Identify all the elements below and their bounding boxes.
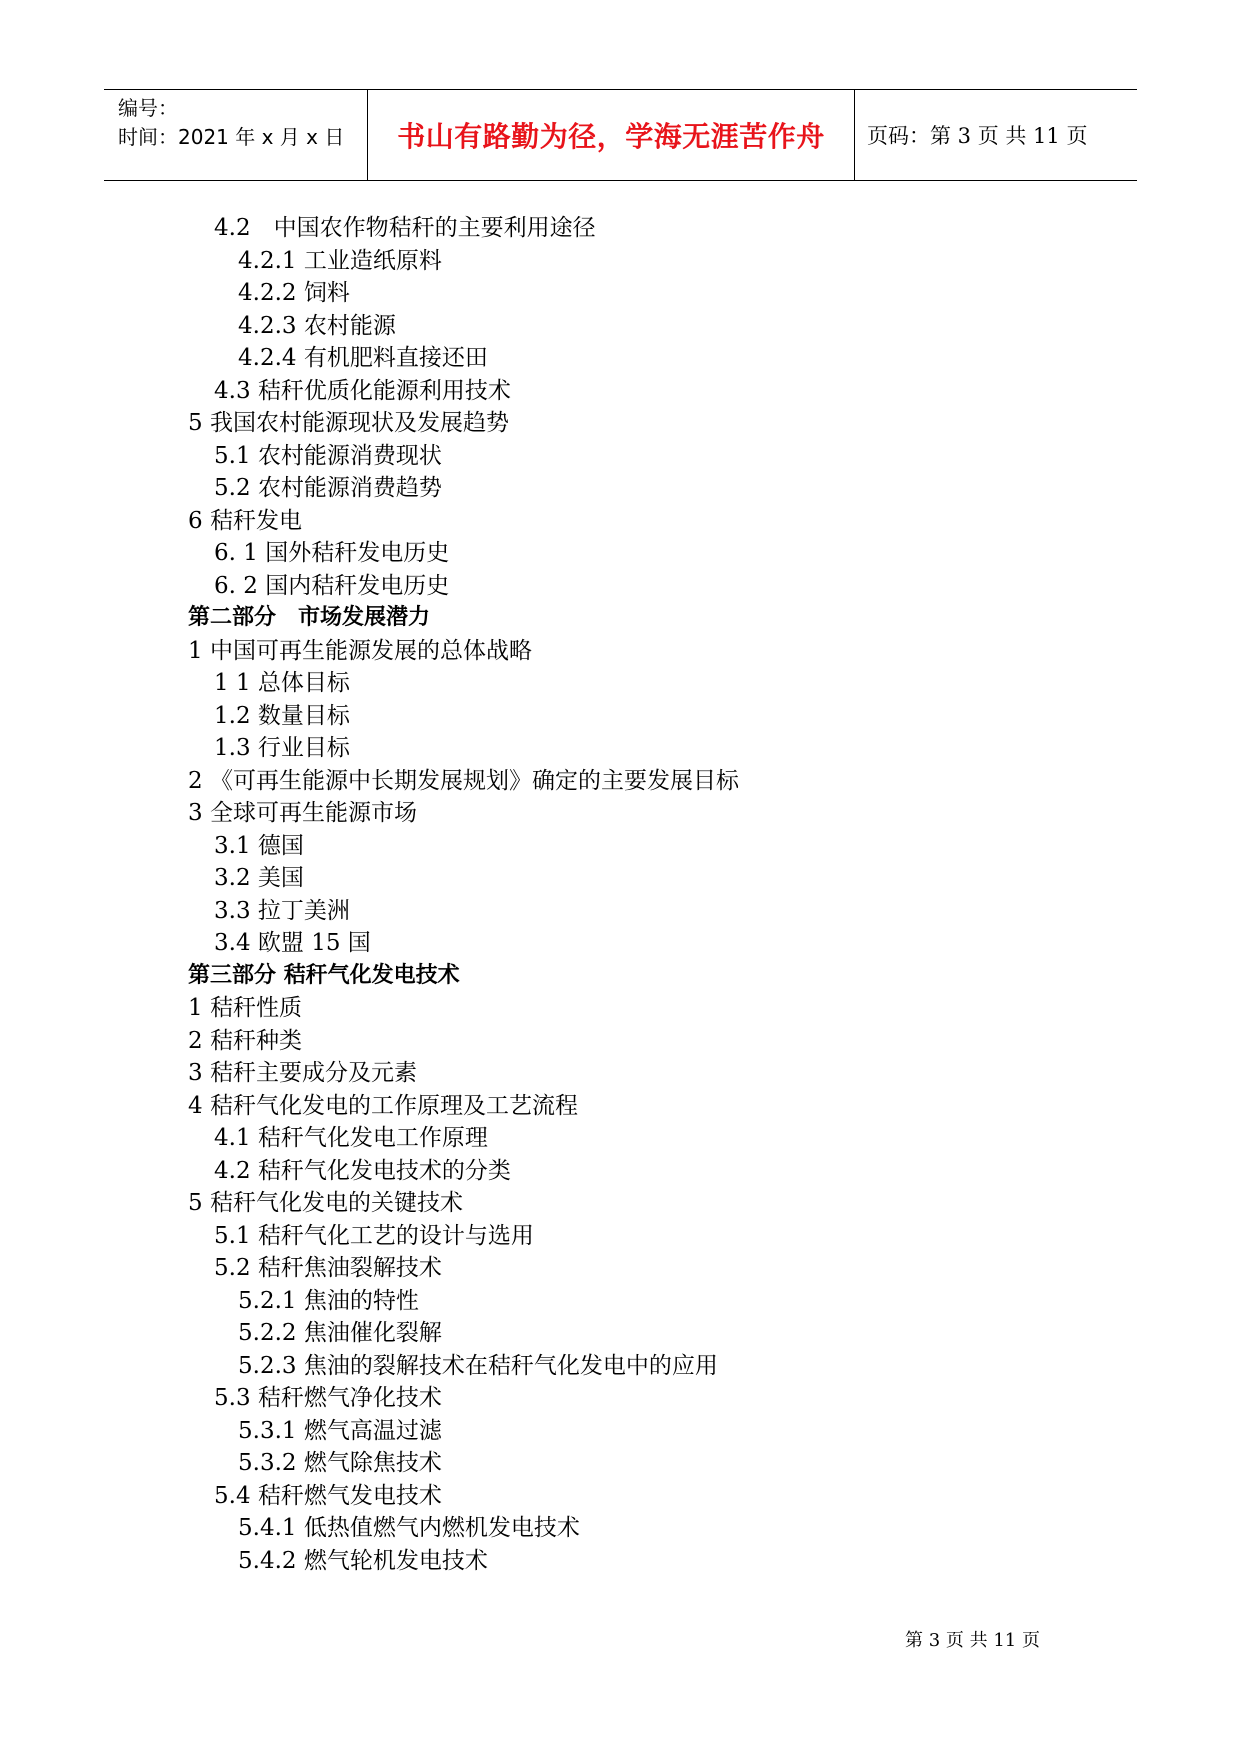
document-number-label: 编号： (118, 96, 178, 120)
header-meta (104, 90, 368, 180)
toc-entry: 4 秸秆气化发电的工作原理及工艺流程 (188, 1092, 578, 1119)
toc-entry: 5.2 秸秆焦油裂解技术 (214, 1255, 442, 1281)
toc-entry: 6. 1 国外秸秆发电历史 (214, 540, 450, 566)
toc-entry: 3.4 欧盟 15 国 (214, 930, 371, 956)
toc-entry: 3.3 拉丁美洲 (214, 897, 350, 924)
table-of-contents (188, 212, 1088, 1577)
toc-entry: 5.3.1 燃气高温过滤 (238, 1417, 442, 1444)
document-header (104, 89, 1137, 181)
toc-entry: 5.2.1 焦油的特性 (238, 1287, 419, 1314)
header-page-label: 页码：第 3 页 共 11 页 (867, 124, 1088, 148)
toc-entry: 4.1 秸秆气化发电工作原理 (214, 1125, 488, 1151)
toc-entry: 4.2.4 有机肥料直接还田 (238, 345, 488, 371)
page-footer: 第 3 页 共 11 页 (905, 1630, 1040, 1651)
toc-entry: 3.2 美国 (214, 865, 304, 891)
toc-entry: 3 全球可再生能源市场 (188, 800, 417, 826)
toc-entry: 1.2 数量目标 (214, 702, 350, 729)
toc-entry: 5.3.2 燃气除焦技术 (238, 1450, 442, 1476)
toc-entry: 2 秸秆种类 (188, 1027, 302, 1054)
header-motto: 书山有路勤为径，学海无涯苦作舟 (368, 90, 855, 180)
section-heading: 第二部分 市场发展潜力 (188, 605, 431, 630)
toc-entry: 3.1 德国 (214, 832, 304, 859)
toc-entry: 4.2.2 饲料 (238, 280, 350, 306)
section-heading: 第三部分 秸秆气化发电技术 (188, 962, 460, 988)
toc-entry: 5 秸秆气化发电的关键技术 (188, 1190, 463, 1216)
toc-entry: 5.2.2 焦油催化裂解 (238, 1320, 442, 1346)
toc-entry: 5.2 农村能源消费趋势 (214, 475, 442, 501)
toc-entry: 1 秸秆性质 (188, 995, 302, 1021)
toc-entry: 2 《可再生能源中长期发展规划》确定的主要发展目标 (188, 767, 739, 794)
toc-entry: 4.2.1 工业造纸原料 (238, 247, 442, 274)
toc-entry: 4.2.3 农村能源 (238, 312, 396, 339)
toc-entry: 1 1 总体目标 (214, 670, 350, 696)
toc-entry: 1 中国可再生能源发展的总体战略 (188, 637, 532, 664)
toc-entry: 5.1 秸秆气化工艺的设计与选用 (214, 1222, 534, 1249)
toc-entry: 4.2 中国农作物秸秆的主要利用途径 (214, 215, 596, 241)
toc-entry: 4.3 秸秆优质化能源利用技术 (214, 377, 511, 404)
toc-entry: 5.3 秸秆燃气净化技术 (214, 1385, 442, 1411)
toc-entry: 4.2 秸秆气化发电技术的分类 (214, 1157, 511, 1184)
toc-entry: 6. 2 国内秸秆发电历史 (214, 572, 450, 599)
toc-entry: 5.2.3 焦油的裂解技术在秸秆气化发电中的应用 (238, 1352, 718, 1379)
toc-entry: 5.4.2 燃气轮机发电技术 (238, 1547, 488, 1574)
toc-entry: 5.1 农村能源消费现状 (214, 442, 442, 469)
toc-entry: 5.4.1 低热值燃气内燃机发电技术 (238, 1515, 580, 1541)
document-time-label: 时间：2021 年 x 月 x 日 (118, 125, 345, 149)
toc-entry: 5 我国农村能源现状及发展趋势 (188, 410, 509, 436)
toc-entry: 6 秸秆发电 (188, 507, 302, 534)
toc-entry: 1.3 行业目标 (214, 735, 350, 761)
toc-entry: 3 秸秆主要成分及元素 (188, 1060, 417, 1086)
toc-entry: 5.4 秸秆燃气发电技术 (214, 1482, 442, 1509)
